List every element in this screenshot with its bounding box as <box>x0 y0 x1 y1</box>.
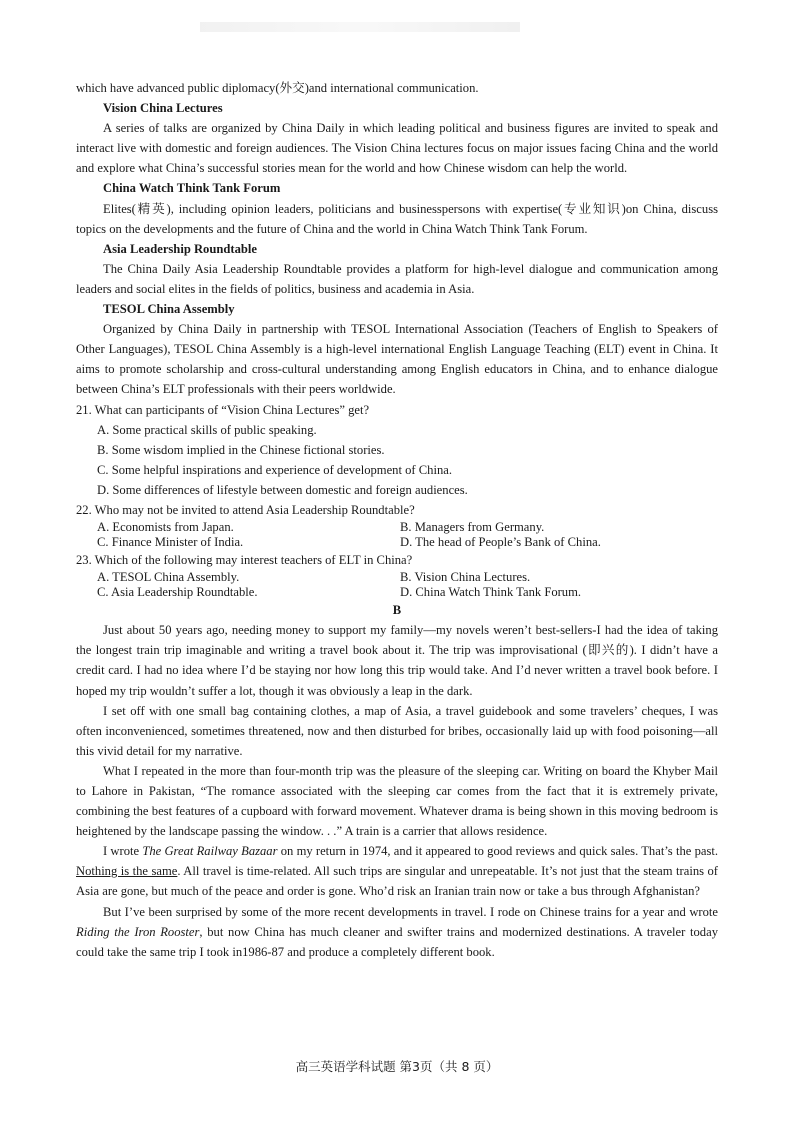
question-23-option-c: C. Asia Leadership Roundtable. <box>97 585 258 600</box>
question-22-options-row-2 <box>76 535 718 550</box>
page-footer: 高三英语学科试题 第3页（共 8 页） <box>295 1059 499 1074</box>
p5-text-a: But I’ve been surprised by some of the more recent developments in travel. I rode on Chinese trains for a year and wrote <box>103 904 718 919</box>
heading-think-tank-forum: China Watch Think Tank Forum <box>103 181 281 196</box>
question-22-options-row-1 <box>76 520 718 535</box>
underlined-phrase: Nothing is the same <box>76 864 178 879</box>
p4-text-c: . All travel is time-related. All such trips are singular and unrepeatable. It’s not just that the steam trains of Asia are gone, but much of the peace and order is gone. Who’d risk an Iranian train now or take a bus through Afghanistan? <box>76 864 718 899</box>
question-23-option-a: A. TESOL China Assembly. <box>97 570 240 585</box>
question-21-stem: 21. What can participants of “Vision China Lectures” get? <box>76 402 370 417</box>
book-title-great-railway-bazaar: The Great Railway Bazaar <box>142 844 278 859</box>
question-22-option-d: D. The head of People’s Bank of China. <box>400 535 601 550</box>
passage-b-paragraph-4 <box>76 841 718 901</box>
passage-b-paragraph-1: Just about 50 years ago, needing money to support my family—my novels weren’t best-sellers-I had the idea of taking the longest train trip imaginable and writing a travel book about it. The trip was improvisational (即兴的). I didn’t have a credit card. I had no idea where I’d be staying nor how long this trip would take. And I’d never written a travel book before. I hoped my trip wouldn’t suffer a lot, though it was obviously a leap in the dark. <box>76 623 718 698</box>
question-22-option-a: A. Economists from Japan. <box>97 520 234 535</box>
question-21-option-a: A. Some practical skills of public speaking. <box>97 422 317 437</box>
p5-text-b: , but now China has much cleaner and swifter trains and modernized destinations. A traveler today could take the same trip I took in1986-87 and produce a completely different book. <box>76 924 718 959</box>
paragraph-think-tank: Elites(精英), including opinion leaders, politicians and businesspersons with expertise(专业知识)on China, discuss topics on the developments and the future of China and the world in China Watch Think Tank Forum. <box>76 201 718 236</box>
paragraph-vision-china: A series of talks are organized by China Daily in which leading political and business figures are invited to speak and interact live with domestic and foreign audiences. The Vision China lectures focus on major issues facing China and the world and explore what China’s successful stories mean for the world and how Chinese wisdom can help the world. <box>76 121 718 176</box>
question-23-option-b: B. Vision China Lectures. <box>400 570 531 585</box>
paragraph-asia-roundtable: The China Daily Asia Leadership Roundtable provides a platform for high-level dialogue and communication among leaders and social elites in the fields of politics, business and academia in Asia. <box>76 261 718 296</box>
p4-text-b: on my return in 1974, and it appeared to good reviews and quick sales. That’s the past. <box>277 844 718 859</box>
question-21-option-b: B. Some wisdom implied in the Chinese fictional stories. <box>97 442 385 457</box>
passage-b-paragraph-5 <box>76 902 718 962</box>
book-title-iron-rooster: Riding the Iron Rooster <box>76 924 200 939</box>
question-23-option-d: D. China Watch Think Tank Forum. <box>400 585 582 600</box>
question-23-stem: 23. Which of the following may interest teachers of ELT in China? <box>76 553 413 568</box>
question-22-option-c: C. Finance Minister of India. <box>97 535 244 550</box>
p4-text-a: I wrote <box>103 844 143 859</box>
exam-page <box>76 78 718 962</box>
passage-b-paragraph-3: What I repeated in the more than four-month trip was the pleasure of the sleeping car. Writing on board the Khyber Mail to Lahore in Pakistan, “The romance associated with the sleeping car comes from the fact that it is extremely private, combining the best features of a cupboard with forward movement. Whatever drama is being shown in this moving bedroom is heightened by the landscape passing the window. . .” A train is a carrier that allows residence. <box>76 763 718 839</box>
heading-vision-china-lectures: Vision China Lectures <box>103 101 223 116</box>
question-21-option-c: C. Some helpful inspirations and experience of development of China. <box>97 462 452 477</box>
question-23-options-row-2 <box>76 585 718 600</box>
section-b-label: B <box>392 603 402 618</box>
scan-bleed-artifact <box>200 22 520 32</box>
heading-tesol-assembly: TESOL China Assembly <box>103 302 235 317</box>
passage-continuation: which have advanced public diplomacy(外交)and international communication. <box>76 81 479 95</box>
question-22-stem: 22. Who may not be invited to attend Asia Leadership Roundtable? <box>76 502 415 517</box>
paragraph-tesol: Organized by China Daily in partnership with TESOL International Association (Teachers of English to Speakers of Other Languages), TESOL China Assembly is a high-level international English Language Teaching (ELT) event in China. It aims to promote scholarship and cross-cultural understanding among English educators in China, and to enhance dialogue between China’s ELT professionals with their peers worldwide. <box>76 322 718 397</box>
passage-b-paragraph-2: I set off with one small bag containing clothes, a map of Asia, a travel guidebook and some travelers’ cheques, I was often inconvenienced, sometimes threatened, now and then disturbed for bribes, occasionally laid up with food poisoning—all this vivid detail for my narrative. <box>76 703 718 758</box>
question-21-option-d: D. Some differences of lifestyle between domestic and foreign audiences. <box>97 482 468 497</box>
heading-asia-roundtable: Asia Leadership Roundtable <box>103 241 257 256</box>
question-23-options-row-1 <box>76 570 718 585</box>
question-22-option-b: B. Managers from Germany. <box>400 520 545 535</box>
